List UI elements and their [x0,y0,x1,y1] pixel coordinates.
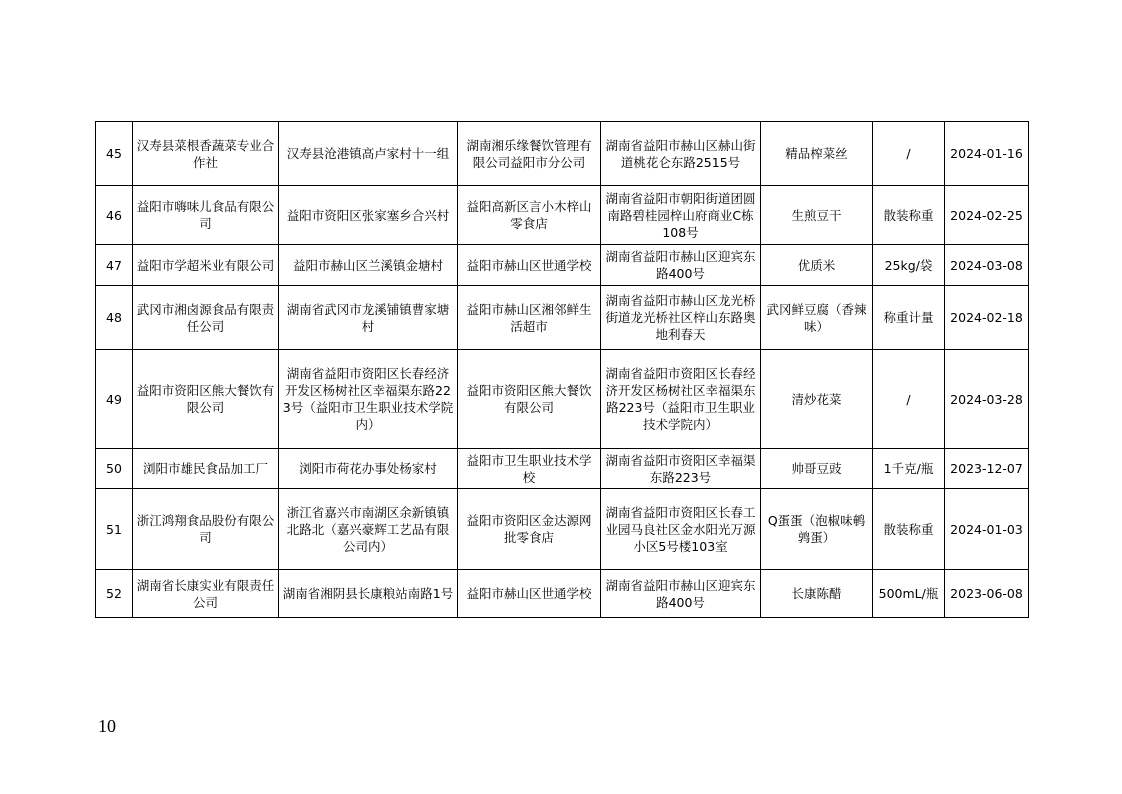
product-name-cell: 武冈鲜豆腐（香辣味） [761,286,873,350]
sampled-unit-address-cell: 湖南省益阳市资阳区长春经济开发区杨树社区幸福渠东路223号（益阳市卫生职业技术学院内） [601,350,761,449]
sampled-unit-name-cell: 益阳市赫山区世通学校 [458,570,601,618]
row-number-cell: 45 [96,122,133,186]
production-date-cell: 2024-01-16 [945,122,1029,186]
sampled-unit-name-cell: 益阳市赫山区世通学校 [458,245,601,286]
product-name-cell: 精品榨菜丝 [761,122,873,186]
sampled-unit-name-cell: 益阳市资阳区熊大餐饮有限公司 [458,350,601,449]
table-row [96,245,1029,286]
table-row [96,489,1029,570]
product-spec-cell: 称重计量 [873,286,945,350]
table-row [96,570,1029,618]
producer-name-cell: 浙江鸿翔食品股份有限公司 [133,489,279,570]
row-number-cell: 49 [96,350,133,449]
sampled-unit-address-cell: 湖南省益阳市资阳区长春工业园马良社区金水阳光万源小区5号楼103室 [601,489,761,570]
row-number-cell: 50 [96,449,133,489]
table-row [96,122,1029,186]
sampled-unit-name-cell: 益阳市卫生职业技术学校 [458,449,601,489]
product-name-cell: Q蛋蛋（泡椒味鹌鹑蛋） [761,489,873,570]
row-number-cell: 51 [96,489,133,570]
producer-name-cell: 湖南省长康实业有限责任公司 [133,570,279,618]
producer-address-cell: 浏阳市荷花办事处杨家村 [279,449,458,489]
table-row [96,286,1029,350]
product-name-cell: 帅哥豆豉 [761,449,873,489]
table-row [96,449,1029,489]
production-date-cell: 2024-03-28 [945,350,1029,449]
product-name-cell: 清炒花菜 [761,350,873,449]
product-name-cell: 生煎豆干 [761,186,873,245]
product-name-cell: 长康陈醋 [761,570,873,618]
production-date-cell: 2023-12-07 [945,449,1029,489]
sampled-unit-name-cell: 益阳市资阳区金达源网批零食店 [458,489,601,570]
page-number: 10 [98,716,116,736]
sampled-unit-address-cell: 湖南省益阳市资阳区幸福渠东路223号 [601,449,761,489]
sampled-unit-address-cell: 湖南省益阳市赫山区迎宾东路400号 [601,245,761,286]
producer-address-cell: 湖南省武冈市龙溪铺镇曹家塘村 [279,286,458,350]
producer-address-cell: 湖南省湘阴县长康粮站南路1号 [279,570,458,618]
product-spec-cell: 25kg/袋 [873,245,945,286]
sampled-unit-address-cell: 湖南省益阳市赫山区赫山街道桃花仑东路2515号 [601,122,761,186]
production-date-cell: 2024-02-25 [945,186,1029,245]
production-date-cell: 2024-01-03 [945,489,1029,570]
sampled-unit-address-cell: 湖南省益阳市赫山区龙光桥街道龙光桥社区梓山东路奥地利春天 [601,286,761,350]
production-date-cell: 2023-06-08 [945,570,1029,618]
sampling-results-table [95,121,1029,618]
row-number-cell: 52 [96,570,133,618]
sampled-unit-address-cell: 湖南省益阳市赫山区迎宾东路400号 [601,570,761,618]
row-number-cell: 48 [96,286,133,350]
product-spec-cell: / [873,350,945,449]
producer-name-cell: 益阳市嗨味儿食品有限公司 [133,186,279,245]
producer-address-cell: 湖南省益阳市资阳区长春经济开发区杨树社区幸福渠东路223号（益阳市卫生职业技术学院内） [279,350,458,449]
production-date-cell: 2024-02-18 [945,286,1029,350]
producer-name-cell: 汉寿县菜根香蔬菜专业合作社 [133,122,279,186]
product-spec-cell: 1千克/瓶 [873,449,945,489]
product-name-cell: 优质米 [761,245,873,286]
producer-name-cell: 浏阳市雄民食品加工厂 [133,449,279,489]
producer-address-cell: 汉寿县沧港镇高卢家村十一组 [279,122,458,186]
sampled-unit-name-cell: 益阳市赫山区湘邻鲜生活超市 [458,286,601,350]
product-spec-cell: 散装称重 [873,489,945,570]
row-number-cell: 46 [96,186,133,245]
sampled-unit-name-cell: 益阳高新区言小木梓山零食店 [458,186,601,245]
row-number-cell: 47 [96,245,133,286]
producer-name-cell: 武冈市湘卤源食品有限责任公司 [133,286,279,350]
table-body [96,122,1029,618]
producer-address-cell: 益阳市资阳区张家塞乡合兴村 [279,186,458,245]
producer-name-cell: 益阳市学超米业有限公司 [133,245,279,286]
sampled-unit-address-cell: 湖南省益阳市朝阳街道团圆南路碧桂园梓山府商业C栋108号 [601,186,761,245]
producer-address-cell: 益阳市赫山区兰溪镇金塘村 [279,245,458,286]
producer-name-cell: 益阳市资阳区熊大餐饮有限公司 [133,350,279,449]
sampled-unit-name-cell: 湖南湘乐缘餐饮管理有限公司益阳市分公司 [458,122,601,186]
product-spec-cell: 500mL/瓶 [873,570,945,618]
production-date-cell: 2024-03-08 [945,245,1029,286]
product-spec-cell: 散装称重 [873,186,945,245]
producer-address-cell: 浙江省嘉兴市南湖区余新镇镇北路北（嘉兴豪辉工艺品有限公司内） [279,489,458,570]
product-spec-cell: / [873,122,945,186]
table-row [96,186,1029,245]
table-row [96,350,1029,449]
